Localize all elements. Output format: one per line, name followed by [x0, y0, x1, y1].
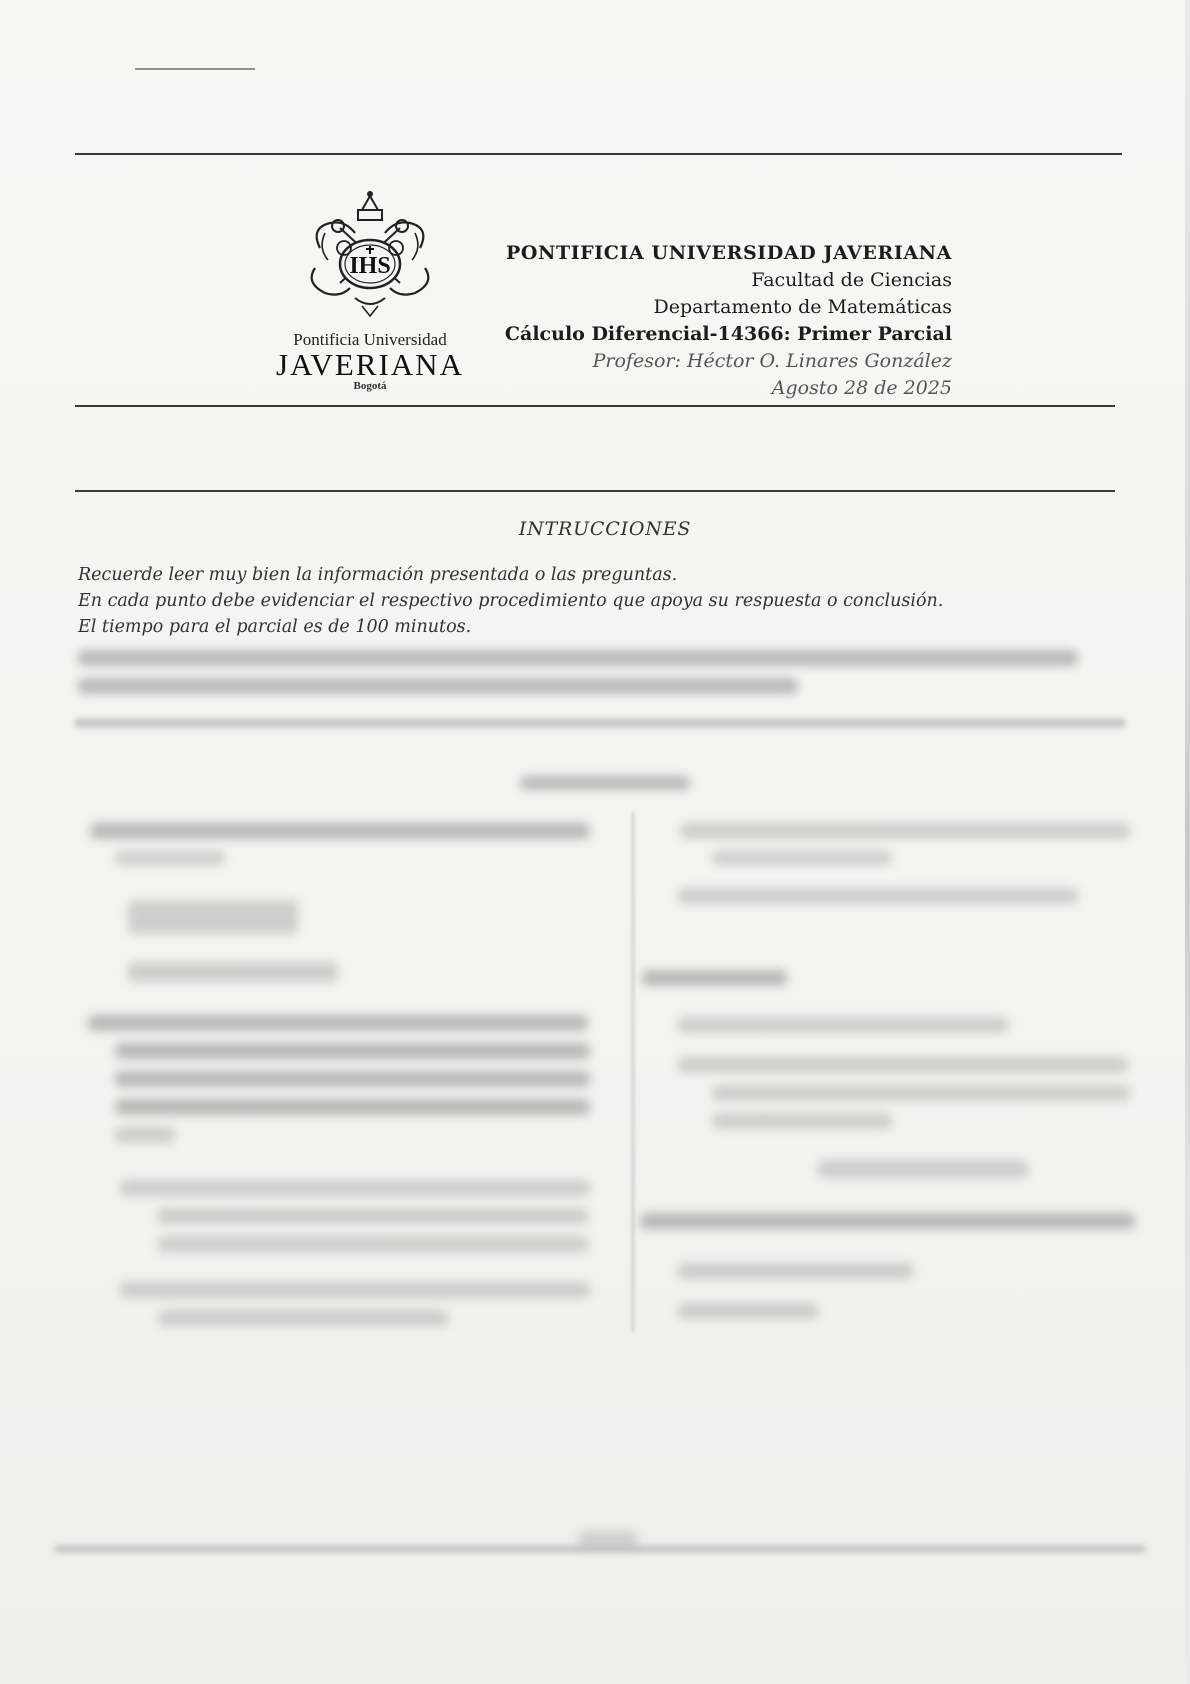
blurred-question-1d [678, 888, 1078, 904]
blurred-question-3b [712, 1085, 1130, 1101]
javeriana-seal-icon [300, 188, 440, 328]
blurred-question-4a [678, 1263, 913, 1279]
blurred-question-1c [712, 851, 892, 865]
blurred-question-4 [640, 1213, 1135, 1229]
header-bottom-rule [75, 405, 1115, 407]
blurred-question-2a [158, 1208, 588, 1224]
top-rule [75, 153, 1122, 155]
instructions-bottom-rule [75, 718, 1125, 728]
logo-line-pontificia: Pontificia Universidad [293, 330, 447, 349]
scan-edge-shadow [1185, 0, 1190, 1684]
instruction-line: Recuerde leer muy bien la información presentada o las preguntas. [78, 565, 678, 585]
blurred-question-2b [158, 1310, 448, 1326]
course-title: Cálculo Diferencial-14366: Primer Parcial [504, 323, 952, 345]
blurred-question-1c [680, 823, 1130, 839]
logo-line-javeriana: JAVERIANA [276, 347, 464, 382]
blurred-question-3a [678, 1017, 1008, 1033]
instructions-title: INTRUCCIONES [518, 518, 692, 540]
blurred-question-2 [88, 1015, 588, 1031]
blurred-instruction-line [78, 678, 798, 694]
blurred-question-2 [115, 1043, 590, 1059]
instruction-line: En cada punto debe evidenciar el respectivo procedimiento que apoya su respuesta o conclusión. [78, 591, 944, 611]
blurred-question-4b [678, 1303, 818, 1319]
blurred-question-3 [642, 970, 787, 986]
department-name: Departamento de Matemáticas [653, 296, 952, 318]
blurred-question-3b [712, 1113, 892, 1129]
blurred-question-1a [128, 900, 298, 934]
university-name: PONTIFICIA UNIVERSIDAD JAVERIANA [505, 242, 952, 264]
blurred-question-3-formula [818, 1160, 1028, 1178]
stray-pen-mark [135, 68, 255, 70]
exam-header [505, 240, 952, 402]
instructions-top-rule [75, 490, 1115, 492]
blurred-question-2 [115, 1127, 175, 1143]
blurred-question-2a [158, 1236, 588, 1252]
exam-date: Agosto 28 de 2025 [771, 377, 952, 399]
svg-text:IHS: IHS [349, 253, 391, 279]
blurred-question-2 [115, 1099, 590, 1115]
footer-rule [55, 1545, 1145, 1553]
blurred-section-title [520, 776, 690, 790]
university-logo [270, 188, 470, 392]
blurred-page-number [578, 1532, 638, 1546]
professor-name: Profesor: Héctor O. Linares González [592, 350, 952, 372]
column-divider [632, 812, 634, 1332]
instruction-line: El tiempo para el parcial es de 100 minutos. [78, 617, 472, 637]
blurred-question-1 [90, 823, 590, 839]
blurred-question-2b [120, 1282, 590, 1298]
blurred-question-3b [678, 1057, 1128, 1073]
blurred-question-2 [115, 1071, 590, 1087]
blurred-question-1-cont [115, 851, 225, 865]
blurred-instruction-line [78, 650, 1078, 666]
blurred-question-1b [128, 962, 338, 982]
logo-line-city: Bogotá [353, 380, 387, 392]
faculty-name: Facultad de Ciencias [751, 269, 952, 291]
instructions-list [78, 562, 1108, 640]
blurred-question-2a [120, 1180, 590, 1196]
